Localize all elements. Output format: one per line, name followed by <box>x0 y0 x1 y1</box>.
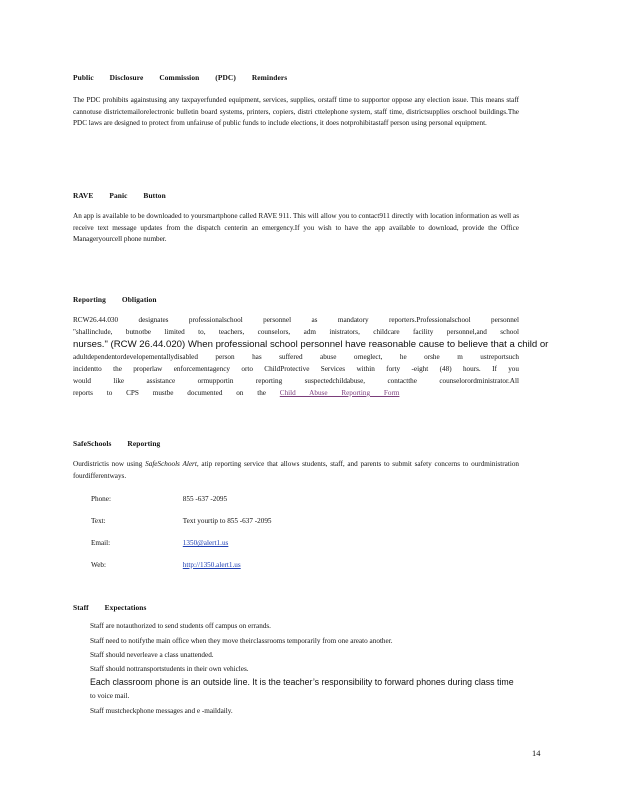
contact-phone-label: Phone: <box>91 495 111 503</box>
safeschools-app-name: SafeSchools Alert, <box>145 460 199 468</box>
contact-phone-row <box>91 495 227 503</box>
staff-bullet-5 <box>78 677 533 689</box>
staff-bullet-1 <box>78 621 533 633</box>
staff-bullet-text: Staff are notauthorized to send students off campus on errands. <box>90 622 271 630</box>
rave-heading: RAVE Panic Button <box>73 191 166 200</box>
staff-bullet-text: Each classroom phone is an outside line. It is the teacher’s responsibility to forward phones during class time <box>90 677 514 687</box>
safeschools-text-end: atip reporting service that allows students, staff, and parents to submit safety concerns to ourdministration fourdifferentways. <box>73 460 520 480</box>
reporting-heading: Reporting Obligation <box>73 295 157 304</box>
contact-text-value: Text yourtip to 855 -637 -2095 <box>182 517 272 525</box>
reporting-line-4: adultdependentordevelopementallydisabled person has suffered abuse orneglect, he orshe m ustreportsuch <box>73 353 519 361</box>
staff-bullet-6 <box>78 706 533 718</box>
contact-phone-value: 855 -637 -2095 <box>182 495 228 503</box>
contact-web-row <box>91 561 241 569</box>
reporting-line-5: incidentto the properlaw enforcementagency orto ChildProtective Services within forty -eight (48) hours. If you <box>73 365 519 373</box>
safeschools-paragraph <box>73 459 519 482</box>
contact-text-label: Text: <box>91 517 106 525</box>
reporting-line-2: "shallinclude, butnotbe limited to, teachers, counselors, adm inistrators, childcare facility personnel,and school <box>73 328 519 336</box>
staff-bullet-5-continuation: to voice mail. <box>90 692 130 700</box>
child-abuse-form-link[interactable]: Child Abuse Reporting Form <box>279 389 400 397</box>
contact-text-row <box>91 517 272 525</box>
reporting-last-line-text: reports to CPS mustbe documented on the <box>73 389 266 397</box>
reporting-line-6: would like assistance ormupportin reporting suspectedchildabuse, contactthe counselorordministrator.All <box>73 377 519 385</box>
staff-bullet-3 <box>78 650 533 662</box>
contact-email-label: Email: <box>91 539 111 547</box>
page-number: 14 <box>532 749 541 758</box>
staff-bullet-text: Staff need to notifythe main office when they move theirclassrooms temporarily from one areato another. <box>90 637 393 645</box>
contact-email-link[interactable]: 1350@alert1.us <box>182 539 229 547</box>
staff-bullet-text: Staff should nottransportstudents in their own vehicles. <box>90 665 249 673</box>
staff-bullet-2 <box>78 636 533 648</box>
staff-heading: Staff Expectations <box>73 603 147 612</box>
pdc-paragraph: The PDC prohibits againstusing any taxpayerfunded equipment, services, supplies, orstaff time to supportor oppose any election issue. This means staff cannotuse districtemailorelectronic bulletin board systems, printers, copiers, distri cttelephone system, staff time, districtsupplies orschool buildings.The PDC laws are designed to protect from unfairuse of public funds to include elections, it does notprohibitastaff person using personal equipment. <box>73 96 519 128</box>
contact-email-row <box>91 539 228 547</box>
reporting-line-3: nurses." (RCW 26.44.020) When professional school personnel have reasonable cause to believe that a child or <box>73 339 549 350</box>
safeschools-text-start: Ourdistrictis now using <box>73 460 143 468</box>
reporting-line-1: RCW26.44.030 designates professionalschool personnel as mandatory reporters.Professionalschool personnel <box>73 316 519 324</box>
contact-web-link[interactable]: http://1350.alert1.us <box>182 561 241 569</box>
staff-bullet-text: Staff mustcheckphone messages and e -maildaily. <box>90 707 233 715</box>
safeschools-heading: SafeSchools Reporting <box>73 439 161 448</box>
staff-bullet-text: Staff should neverleave a class unattended. <box>90 651 214 659</box>
reporting-last-line <box>73 388 519 400</box>
rave-paragraph: An app is available to be downloaded to yoursmartphone called RAVE 911. This will allow you to contact911 directly with location information as well as receive text message updates from the dispatch centerin an emergency.If you wish to have the app available to download, provide the Office Manageryourcell phone number. <box>73 212 519 244</box>
contact-web-label: Web: <box>91 561 106 569</box>
pdc-heading: Public Disclosure Commission (PDC) Reminders <box>73 73 288 82</box>
staff-bullet-4 <box>78 664 533 676</box>
